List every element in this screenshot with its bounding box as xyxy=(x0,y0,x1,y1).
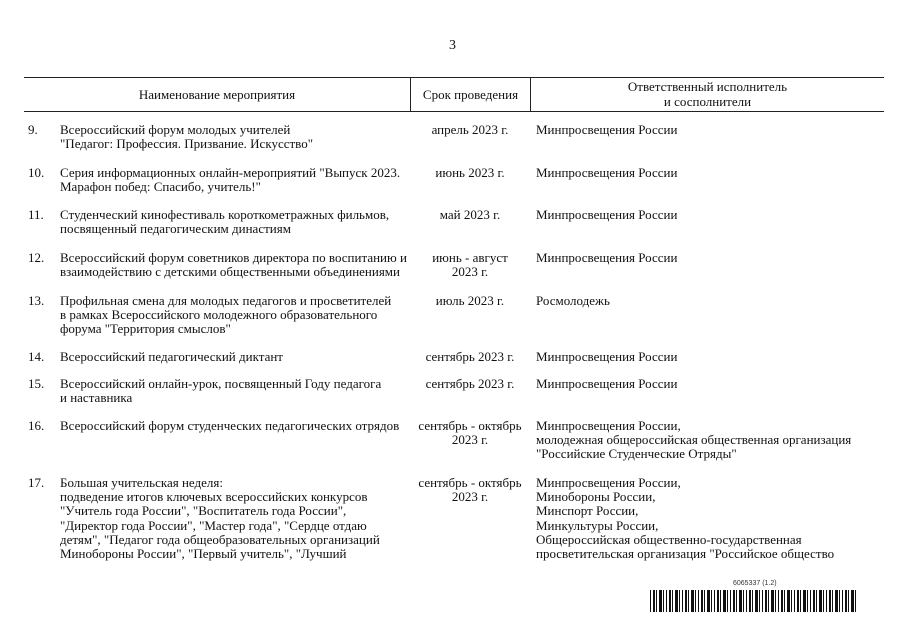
barcode-number: 6065337 (1.2) xyxy=(733,580,777,587)
event-name: Всероссийский форум молодых учителей "Педагог: Профессия. Призвание. Искусство" xyxy=(60,122,314,152)
header-responsible: Ответственный исполнитель и сосполнители xyxy=(627,79,788,109)
row-number: 11. xyxy=(28,207,44,222)
event-responsible: Минпросвещения России xyxy=(536,376,678,391)
barcode xyxy=(650,590,858,612)
row-number: 10. xyxy=(28,165,45,180)
event-term: апрель 2023 г. xyxy=(431,122,509,137)
event-responsible: Минпросвещения России xyxy=(536,122,678,137)
table-top-border xyxy=(24,77,884,78)
event-name: Всероссийский форум советников директора по воспитанию и взаимодействию с детскими общественными объединениями xyxy=(60,250,407,280)
event-responsible: Минпросвещения России xyxy=(536,349,678,364)
event-name: Серия информационных онлайн-мероприятий "Выпуск 2023. Марафон побед: Спасибо, учитель!" xyxy=(60,165,401,195)
event-name: Студенческий кинофестиваль короткометражных фильмов, посвященный педагогическим династиям xyxy=(60,207,390,237)
event-term: сентябрь - октябрь 2023 г. xyxy=(418,475,522,505)
event-term: сентябрь - октябрь 2023 г. xyxy=(418,418,522,448)
event-responsible: Минпросвещения России xyxy=(536,250,678,265)
row-number: 16. xyxy=(28,418,45,433)
header-term: Срок проведения xyxy=(422,87,519,102)
event-responsible: Минпросвещения России xyxy=(536,207,678,222)
row-number: 14. xyxy=(28,349,45,364)
row-number: 15. xyxy=(28,376,45,391)
page-number: 3 xyxy=(449,38,456,53)
row-number: 17. xyxy=(28,475,45,490)
event-term: июль 2023 г. xyxy=(435,293,505,308)
event-term: сентябрь 2023 г. xyxy=(425,349,515,364)
event-term: май 2023 г. xyxy=(439,207,501,222)
event-term: сентябрь 2023 г. xyxy=(425,376,515,391)
event-responsible: Росмолодежь xyxy=(536,293,610,308)
event-responsible: Минпросвещения России xyxy=(536,165,678,180)
event-name: Всероссийский онлайн-урок, посвященный Году педагога и наставника xyxy=(60,376,382,406)
event-responsible: Минпросвещения России, Минобороны России, Минспорт России, Минкультуры России, Общероссийская общественно-государственная просветительская организация "Российское общество xyxy=(536,475,835,562)
table-header-bottom-border xyxy=(24,111,884,112)
row-number: 12. xyxy=(28,250,45,265)
event-name: Всероссийский педагогический диктант xyxy=(60,349,283,364)
event-responsible: Минпросвещения России, молодежная общероссийская общественная организация "Российские Студенческие Отряды" xyxy=(536,418,852,462)
event-name: Профильная смена для молодых педагогов и просветителей в рамках Всероссийского молодежного образовательного форума "Территория смыслов" xyxy=(60,293,392,337)
row-number: 13. xyxy=(28,293,45,308)
event-term: июнь 2023 г. xyxy=(435,165,505,180)
event-name: Всероссийский форум студенческих педагогических отрядов xyxy=(60,418,400,433)
row-number: 9. xyxy=(28,122,38,137)
header-name: Наименование мероприятия xyxy=(138,87,296,102)
event-name: Большая учительская неделя: подведение итогов ключевых всероссийских конкурсов "Учитель года России", "Воспитатель года России", "Директор года России", "Мастер года", "Сердце отдаю детям", "Педагог года общеобразовательных организаций Минобороны России", "Первый учитель", "Лучший xyxy=(60,475,380,562)
event-term: июнь - август 2023 г. xyxy=(432,250,508,280)
